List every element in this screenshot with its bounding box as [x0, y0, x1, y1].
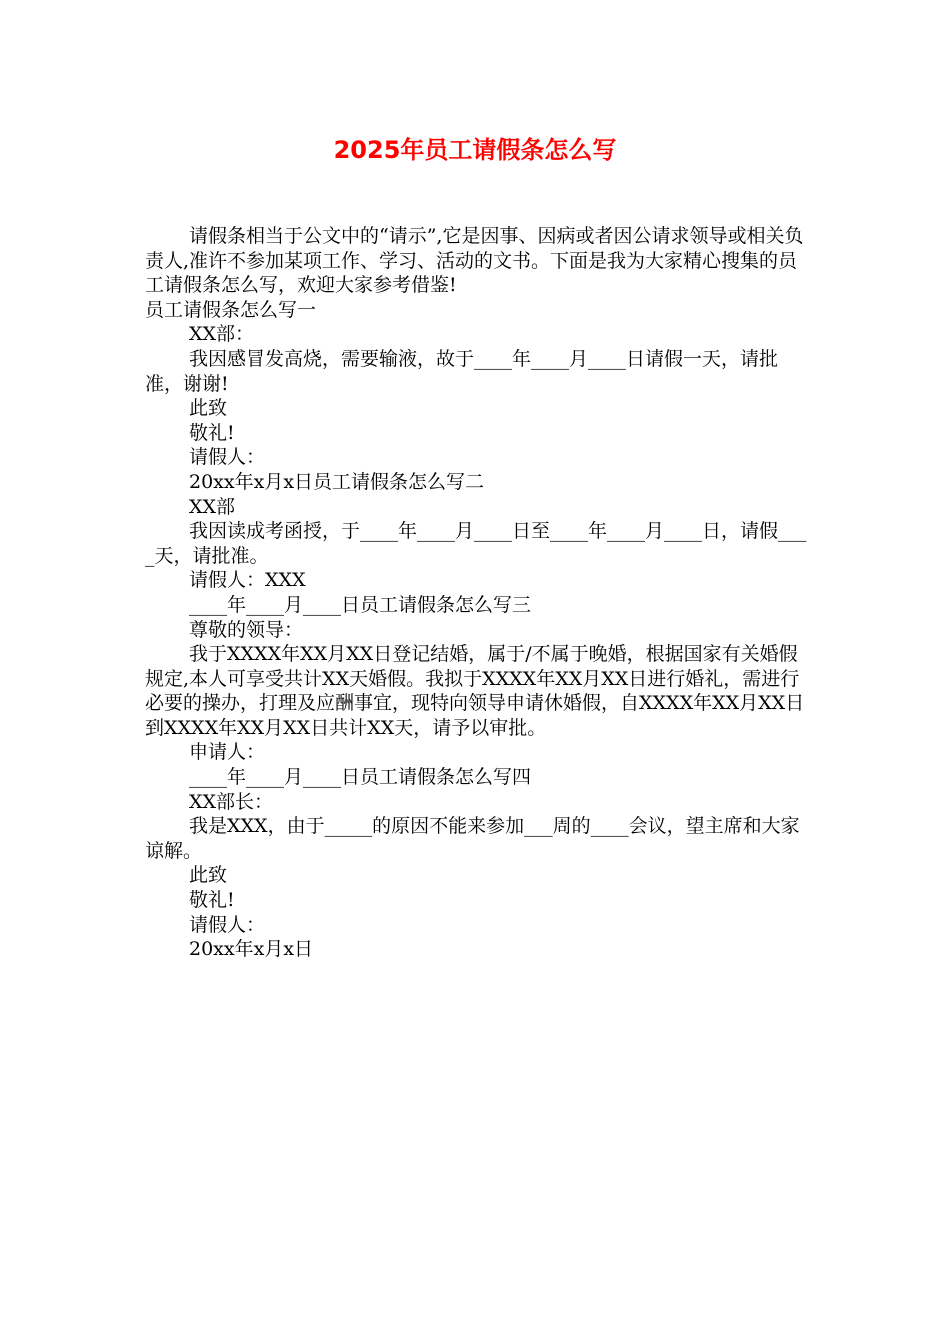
request-paragraph-4: 我是XXX，由于_____的原因不能来参加___周的____会议，望主席和大家谅解。: [145, 815, 800, 862]
date-and-heading-2: 20xx年x月x日员工请假条怎么写二: [189, 470, 485, 493]
document-title: 2025年员工请假条怎么写: [333, 136, 617, 164]
addressee-4: XX部长：: [189, 790, 274, 813]
request-paragraph-3: 我于XXXX年XX月XX日登记结婚，属于/不属于晚婚，根据国家有关婚假规定,本人可享受共计XX天婚假。我拟于XXXX年XX月XX日进行婚礼，需进行必要的操办，打理及应酬事宜，现特向领导申请休婚假，自XXXX年XX月XX日到XXXX年XX月XX日共计XX天，请予以审批。: [145, 643, 805, 739]
addressee-2: XX部: [189, 495, 236, 518]
signature-line-1: 请假人：: [189, 446, 266, 469]
date-and-heading-4: ____年____月____日员工请假条怎么写四: [189, 766, 532, 789]
closing-line-4: 此致: [189, 864, 228, 887]
section-heading-1: 员工请假条怎么写一: [145, 298, 317, 321]
signature-line-4: 请假人：: [189, 913, 266, 936]
intro-paragraph: 请假条相当于公文中的“请示”,它是因事、因病或者因公请求领导或相关负责人,准许不参加某项工作、学习、活动的文书。下面是我为大家精心搜集的员工请假条怎么写，欢迎大家参考借鉴!: [145, 225, 804, 297]
request-paragraph-1: 我因感冒发高烧，需要输液，故于____年____月____日请假一天，请批准，谢谢!: [145, 347, 779, 395]
signature-line-3: 申请人：: [189, 741, 266, 764]
addressee-1: XX部：: [189, 323, 255, 346]
request-paragraph-2: 我因读成考函授，于____年____月____日至____年____月____日，请假____天，请批准。: [145, 520, 807, 567]
date-line-4: 20xx年x月x日: [189, 938, 314, 961]
addressee-3: 尊敬的领导：: [189, 618, 304, 641]
closing-line-1: 此致: [189, 397, 228, 420]
salute-line-4: 敬礼!: [189, 889, 235, 912]
date-and-heading-3: ____年____月____日员工请假条怎么写三: [189, 593, 532, 616]
document-body: [145, 224, 815, 962]
salute-line-1: 敬礼!: [189, 421, 235, 444]
signature-line-2: 请假人：XXX: [189, 569, 306, 592]
